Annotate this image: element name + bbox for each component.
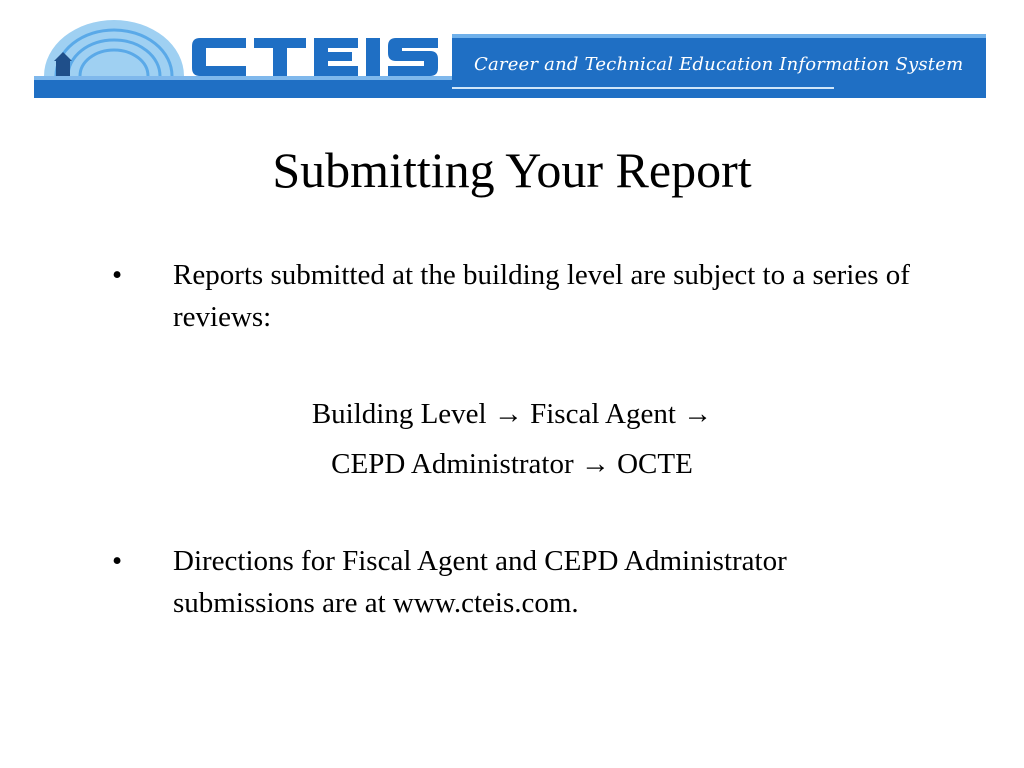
bullet-text: Reports submitted at the building level are subject to a series of reviews: bbox=[173, 259, 910, 333]
bullet-text: Directions for Fiscal Agent and CEPD Administrator submissions are at www.cteis.com. bbox=[173, 545, 787, 619]
slide-title: Submitting Your Report bbox=[272, 142, 752, 198]
bullet-marker: • bbox=[112, 259, 123, 291]
header-banner bbox=[34, 20, 986, 98]
review-flow-line: CEPD Administrator → OCTE bbox=[331, 448, 693, 480]
cteis-wordmark bbox=[192, 38, 438, 76]
review-flow-line: Building Level → Fiscal Agent → bbox=[311, 398, 713, 430]
bullet-item bbox=[112, 540, 932, 630]
bullet-marker: • bbox=[112, 545, 123, 577]
bullet-item bbox=[112, 254, 932, 344]
banner-tagline: Career and Technical Education Information System bbox=[474, 54, 964, 75]
